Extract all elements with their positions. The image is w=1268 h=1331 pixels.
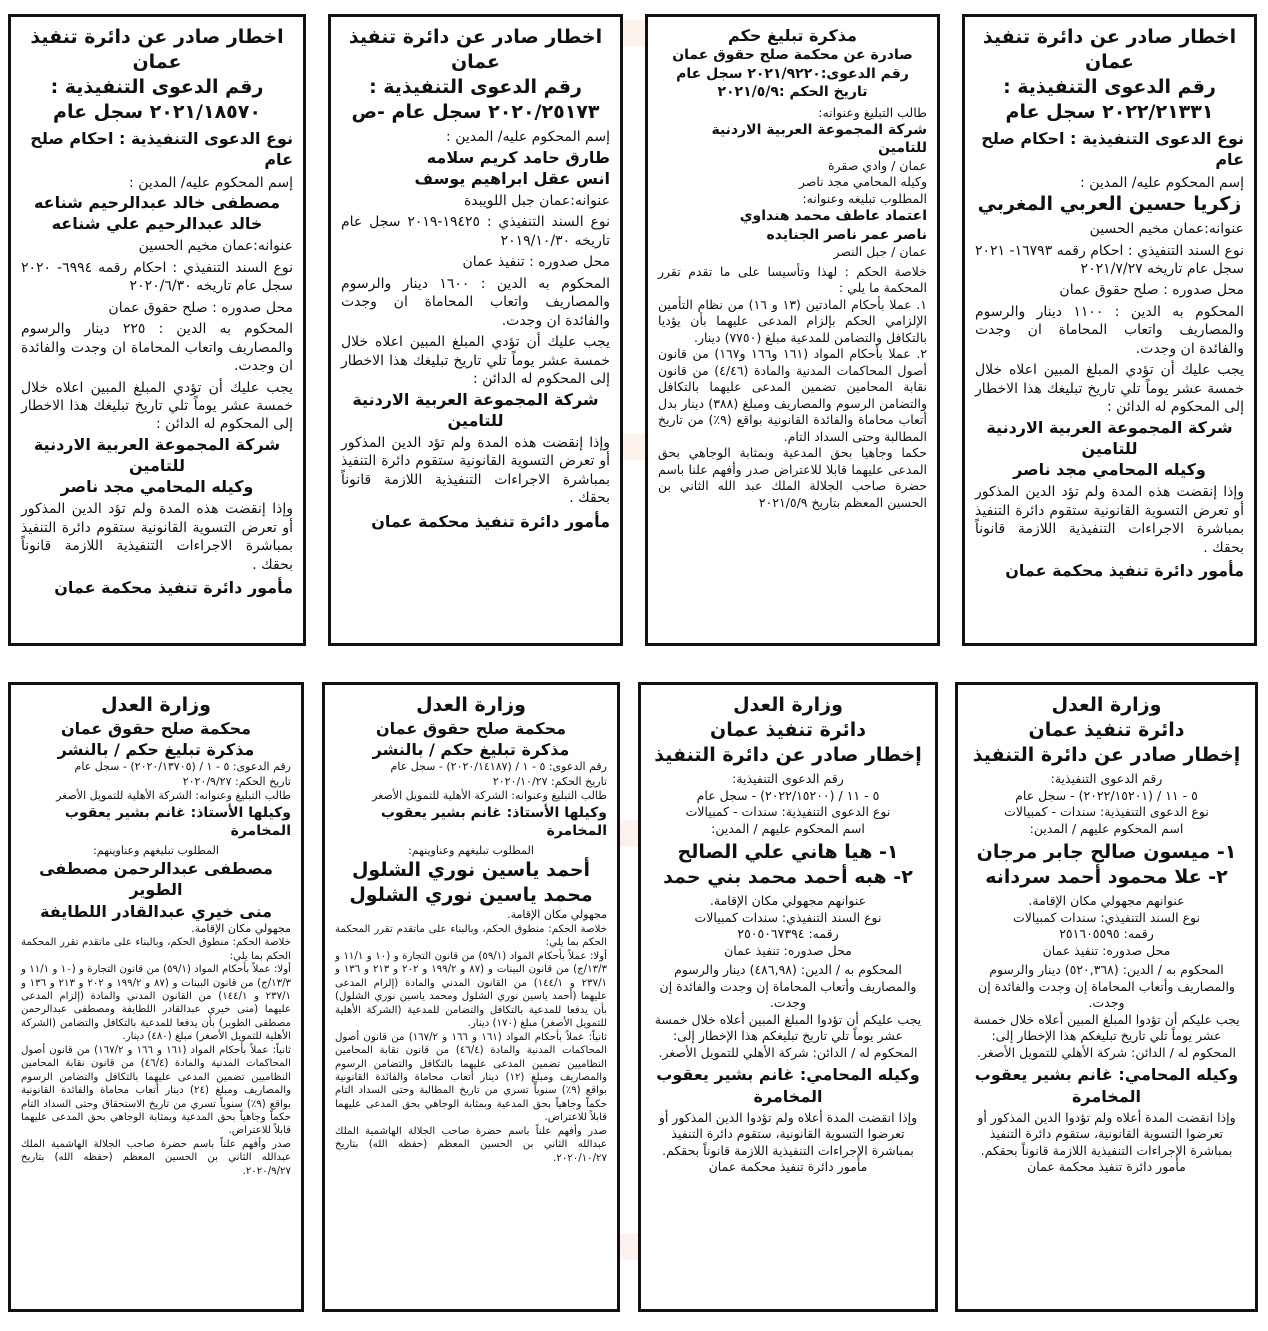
deed-info: نوع السند التنفيذي : احكام رقمه ٦٩٩٤- ٢٠٢٠ سجل عام تاريخه ٢٠٢٠/٦/٣٠	[21, 259, 293, 295]
judgment-item-1: ١. عملا بأحكام المادتين (١٣ و ١٦) من نظام التأمين الإلزامي الحكم بإلزام المدعى عليهما بأن يؤديا بالتكافل والتضامن للمدعية مبلغ (٧٧٥٠) دينار.	[658, 296, 927, 345]
judgment-summary: خلاصة الحكم : لهذا وتأسيسا على ما تقدم تقرر المحكمة ما يلي :	[658, 263, 927, 296]
target-address: عمان / جبل النصر	[833, 244, 927, 260]
notice-b4	[8, 682, 304, 1312]
notice-title: اخطار صادر عن دائرة تنفيذ عمان	[348, 26, 603, 74]
ministry: وزارة العدل	[1051, 694, 1162, 716]
warning-text: وإذا انقضت المدة أعلاه ولم تؤدوا الدين المذكور أو تعرضوا التسوية القانونية، ستقوم دائرة التنفيذ بمباشرة الإجراءات التنفيذية اللازمة قانوناً بحقكم.	[658, 1109, 918, 1158]
case-label: رقم الدعوى التنفيذية:	[732, 771, 844, 787]
case-type: نوع الدعوى التنفيذية : احكام صلح عام	[30, 129, 293, 170]
deed-type: نوع السند التنفيذي: سندات كمبيالات	[694, 909, 882, 925]
judgment-closing: صدر وأفهم علناً باسم حضرة صاحب الجلالة الهاشمية الملك عبدالله الثاني بن الحسين المعظم (حفظه الله) بتاريخ ٢٠٢٠/١٠/٢٧.	[335, 1125, 607, 1164]
court-name: محكمة صلح حقوق عمان	[60, 719, 252, 739]
judgment-item-2: ٢. عملا بأحكام المواد (١٦١ و١٦٦ و١٦٧) من قانون أصول المحاكمات المدنية والمادة (٤/٤٦) من قانون نقابة المحامين تضمين المدعى عليهما بالتكافل والتضامن الرسوم والمصاريف ومبلغ (٣٨٨) دينار بدل أتعاب محاماة والفائدة القانونية بواقع (٩٪) من تاريخ المطالبة وحتى السداد التام.	[658, 346, 928, 444]
court-name: محكمة صلح حقوق عمان	[375, 719, 567, 739]
amount: المحكوم به الدين : ٢٢٥ دينار والرسوم والمصاريف واتعاب المحاماة ان وجدت والفائدة ان وجدت.	[21, 321, 293, 375]
judgment-item-2: ثانياً: عملاً بأحكام المواد (١٦١ و ١٦٦ و ١٦٧/٢) من قانون أصول المحاكمات المدنية والمادة (٤٦/٤) من قانون نقابة المحامين النظاميين تضمين المدعى عليهما بالتكافل والتضامن الرسوم والمصاريف ومبلغ (١٢) دينار أتعاب محاماة والفائدة القانونية بواقع (٩٪) سنوياً تسري من تاريخ المطالبة وحتى السداد التام حكماً وجاهياً بحق المدعية وبمثابة الوجاهي بحق المدعى عليهما قابلاً للاعتراض.	[335, 1031, 607, 1124]
creditor-name: شركة المجموعة العربية الاردنية للتامين	[986, 417, 1233, 458]
notice-b1	[955, 682, 1258, 1312]
target-name-1: اعتماد عاطف محمد هنداوي	[739, 208, 927, 225]
case-number: رقم الدعوى: ٥ - ١ / (٢٠٢٠/١٣٧٠٥) - سجل عام	[74, 760, 291, 774]
notice-b3	[322, 682, 620, 1312]
lawyer-name: وكيله المحامي مجد ناصر	[1013, 459, 1206, 479]
target-name-1: مصطفى عبدالرحمن مصطفى الطوير	[39, 859, 273, 900]
debtor-address: عنوانه:عمان مخيم الحسين	[138, 238, 293, 255]
notice-title: مذكرة تبليغ حكم	[728, 26, 857, 45]
payment-instruction: يجب عليكم أن تؤدوا المبلغ المبين أعلاه خلال خمسة عشر يوماً تلي تاريخ تبليغكم هذا الإخطار إلى:	[654, 1011, 922, 1044]
judgment-date: تاريخ الحكم :٢٠٢١/٥/٩	[717, 84, 868, 101]
debtor-name-1: طارق حامد كريم سلامه	[426, 147, 610, 167]
deed-type: نوع السند التنفيذي: سندات كمبيالات	[1012, 909, 1200, 925]
warning-text: وإذا انقضت المدة أعلاه ولم تؤدوا الدين المذكور أو تعرضوا التسوية القانونية، ستقوم دائرة التنفيذ بمباشرة الإجراءات التنفيذية اللازمة قانوناً بحقكم.	[977, 1109, 1236, 1158]
judgment-item-2: ثانياً: عملاً بأحكام المواد (١٦١ و ١٦٦ و ١٦٧/٢) من قانون أصول المحاكمات المدنية والمادة (٤٦/٤) من قانون نقابة المحامين النظاميين تضمين المدعى عليهما بالتكافل والتضامن الرسوم والمصاريف ومبلغ (٢٤) دينار أتعاب محاماة والفائدة القانونية بواقع (٩٪) سنوياً تسري من تاريخ الاستحقاق وحتى السداد التام حكماً وجاهياً بحق المدعية وبمثابة الوجاهي بحق المدعى عليهما قابلاً للاعتراض.	[21, 1044, 291, 1137]
department: دائرة تنفيذ عمان	[709, 719, 867, 742]
payment-instruction: يجب عليكم أن تؤدوا المبلغ المبين أعلاه خلال خمسة عشر يوماً تلي تاريخ تبليغكم هذا الإخطار إلى:	[973, 1011, 1240, 1044]
case-number: ٢٠٢٠/٢٥١٧٣ سجل عام -ص	[351, 101, 600, 124]
case-number: رقم الدعوى: ٥ - ١ / (٢٠٢٠/١٤١٨٧) - سجل عام	[390, 760, 607, 774]
agent-name: وكيلها الأستاذ: غانم بشير يعقوب المخامرة	[380, 804, 607, 840]
requester: طالب التبليغ وعنوانه: الشركة الأهلية للتمويل الأصغر	[372, 789, 607, 803]
amount: المحكوم به / الدين: (٤٨٦,٩٨) دينار والرسوم والمصاريف وأتعاب المحاماة إن وجدت والفائدة إن وجدت.	[659, 962, 917, 1011]
department: دائرة تنفيذ عمان	[1028, 719, 1185, 742]
case-number: ٢٠٢١/١٨٥٧٠ سجل عام	[53, 101, 261, 124]
debtor-name-1: مصطفى خالد عبدالرحيم شناعه	[33, 193, 281, 212]
deed-info: نوع السند التنفيذي : احكام رقمه ١٦٧٩٣- ٢٠٢١ سجل عام تاريخه ٢٠٢١/٧/٢٧	[975, 242, 1244, 278]
target-address: مجهولي مكان الإقامة.	[191, 921, 291, 935]
case-number: رقم الدعوى:٢٠٢١/٩٢٢٠ سجل عام	[676, 65, 909, 82]
debtor-name-2: انس عقل ابراهيم يوسف	[414, 168, 610, 188]
lawyer-name: وكيله المحامي: غانم بشير يعقوب المخامرة	[974, 1065, 1239, 1106]
issuer: محل صدوره : تنفيذ عمان	[462, 254, 610, 271]
debtor-name: زكريا حسين العربي المغربي	[977, 193, 1242, 215]
deed-number: رقمه: ٢٥٠٥٠٦٧٣٩٤	[737, 926, 839, 942]
case-label: رقم الدعوى التنفيذية:	[1050, 771, 1163, 787]
notice-footer: مأمور دائرة تنفيذ محكمة عمان	[708, 1159, 868, 1175]
amount: المحكوم به الدين : ١١٠٠ دينار والرسوم والمصاريف واتعاب المحاماة ان وجدت والفائدة ان وجدت.	[975, 303, 1244, 357]
case-number: ٥ - ١١ / (٢٠٢٢/١٥٢٠١) - سجل عام	[1015, 787, 1198, 803]
target-name-1: أحمد ياسين نوري الشلول	[351, 859, 591, 882]
judgment-closing: حكما وجاهيا بحق المدعية وبمثابة الوجاهي بحق المدعى عليهما قابلا للاعتراض صدر وأفهم علنا باسم حضرة صاحب الجلالة الملك عبد الله الثاني بن الحسين المعظم بتاريخ ٢٠٢١/٥/٩	[658, 445, 927, 510]
targets-label: المطلوب تبليغهم وعناوينهم:	[93, 843, 219, 857]
debtor-name-2: خالد عبدالرحيم علي شناعه	[51, 214, 263, 234]
notice-n2	[645, 14, 940, 646]
case-number: ٥ - ١١ / (٢٠٢٢/١٥٢٠٠) - سجل عام	[696, 787, 880, 803]
debtor-name-1: ١- ميسون صالح جابر مرجان	[976, 841, 1237, 864]
debtor-name-2: ٢- علا محمود أحمد سردانه	[985, 866, 1228, 889]
lawyer-name: وكيله المحامي مجد ناصر	[60, 477, 254, 497]
requester-address: عمان / وادي صقرة	[827, 157, 927, 173]
agent-name: وكيله المحامي مجد ناصر	[798, 174, 927, 190]
case-number: ٢٠٢٢/٢١٣٣١ سجل عام	[1005, 101, 1214, 124]
target-address: مجهولي مكان الإقامة.	[507, 908, 607, 922]
notice-footer: مأمور دائرة تنفيذ محكمة عمان	[1005, 560, 1244, 580]
debtors-label: اسم المحكوم عليهم / المدين:	[1029, 820, 1184, 836]
notice-title: إخطار صادر عن دائرة التنفيذ	[972, 744, 1241, 767]
amount: المحكوم به الدين : ١٦٠٠ دينار والرسوم والمصاريف واتعاب المحاماة ان وجدت والفائدة ان وجدت.	[341, 275, 610, 329]
judgment-item-1: أولا: عملاً بأحكام المواد (٥٩/١) من قانون التجارة و (١٠ و ١١/١ و ١٣/٣/ج) من قانون البينات و (٨٧ و ١٩٩/٢ و ٢٠٢ و ٢١٣ و ١٣٦ و ٢٣٧/١ و ١٤٤/١) من القانون المدني والمادة (إلزام المدعى عليهما (أحمد ياسين نوري الشلول ومحمد ياسين نوري الشلول) بأن يدفعا للمدعية بالتكافل والتضامن للمدعية (الشركة الأهلية للتمويل الأصغر) مبلغ (١٧٠) دينار.	[335, 950, 607, 1030]
notice-footer: مأمور دائرة تنفيذ محكمة عمان	[1027, 1159, 1186, 1175]
debtor-address: عنوانهم مجهولي مكان الإقامة.	[709, 893, 867, 909]
case-label: رقم الدعوى التنفيذية :	[1003, 76, 1216, 99]
issuer: محل صدوره: تنفيذ عمان	[724, 942, 852, 958]
notice-b2	[638, 682, 938, 1312]
creditor-name: شركة المجموعة العربية الاردنية للتامين	[352, 389, 599, 430]
debtor-address: عنوانهم مجهولي مكان الإقامة.	[1028, 893, 1185, 909]
judgment-date: تاريخ الحكم: ٢٠٢٠/١٠/٢٧	[492, 774, 607, 788]
debtors-label: اسم المحكوم عليهم / المدين:	[711, 820, 865, 836]
debtor-label: إسم المحكوم عليه/ المدين :	[1080, 174, 1244, 191]
payment-instruction: يجب عليك أن تؤدي المبلغ المبين اعلاه خلال خمسة عشر يوماً تلي تاريخ تبليغك هذا الاخطار إلى المحكوم له الدائن :	[341, 334, 610, 388]
creditor: المحكوم له / الدائن: شركة الأهلي للتمويل الأصغر.	[658, 1044, 918, 1060]
judgment-closing: صدر وأفهم علناً باسم حضرة صاحب الجلالة الهاشمية الملك عبدالله الثاني بن الحسين المعظم (حفظه الله) بتاريخ ٢٠٢٠/٩/٢٧.	[21, 1138, 291, 1177]
creditor: المحكوم له / الدائن: شركة الأهلي للتمويل الأصغر.	[977, 1044, 1236, 1060]
ministry: وزارة العدل	[733, 694, 843, 716]
payment-instruction: يجب عليك أن تؤدي المبلغ المبين اعلاه خلال خمسة عشر يوماً تلي تاريخ تبليغك هذا الاخطار إلى المحكوم له الدائن :	[21, 379, 293, 433]
ministry: وزارة العدل	[416, 694, 526, 716]
target-name-2: محمد ياسين نوري الشلول	[349, 884, 593, 907]
issuer: محل صدوره: تنفيذ عمان	[1042, 942, 1171, 958]
notice-title: اخطار صادر عن دائرة تنفيذ عمان	[30, 26, 284, 74]
deed-number: رقمه: ٢٥١٦٠٥٥٩٥	[1059, 926, 1154, 942]
judgment-summary: خلاصة الحكم: منطوق الحكم، وبالبناء على ماتقدم تقرر المحكمة الحكم بما يلي:	[335, 923, 607, 949]
amount: المحكوم به / الدين: (٥٢٠,٣٦٨) دينار والرسوم والمصاريف وأتعاب المحاماة إن وجدت والفائدة إن وجدت.	[978, 962, 1235, 1011]
issuer: محل صدوره : صلح حقوق عمان	[1059, 282, 1244, 299]
agent-name: وكيلها الأستاذ: غانم بشير يعقوب المخامرة	[64, 804, 291, 840]
case-label: رقم الدعوى التنفيذية :	[369, 76, 582, 99]
debtor-name-2: ٢- هبه أحمد محمد بني حمد	[663, 866, 913, 889]
deed-info: نوع السند التنفيذي : ١٩٤٢٥-٢٠١٩ سجل عام تاريخه ٢٠١٩/١٠/٣٠	[341, 214, 610, 249]
payment-instruction: يجب عليك أن تؤدي المبلغ المبين اعلاه خلال خمسة عشر يوماً تلي تاريخ تبليغك هذا الاخطار إلى المحكوم له الدائن :	[975, 362, 1244, 416]
judgment-date: تاريخ الحكم: ٢٠٢٠/٩/٢٧	[182, 774, 291, 788]
requester-name: شركة المجموعة العربية الاردنية للتامين	[711, 122, 927, 157]
target-name-2: ناصر عمر ناصر الجنايده	[766, 226, 927, 243]
target-name-2: منى خيري عبدالقادر اللطايفة	[40, 901, 272, 921]
requester: طالب التبليغ وعنوانه: الشركة الأهلية للتمويل الأصغر	[56, 789, 291, 803]
warning-text: وإذا إنقضت هذه المدة ولم تؤد الدين المذكور أو تعرض التسوية القانونية ستقوم دائرة التنفيذ بمباشرة الاجراءات التنفيذية اللازمة قانوناً بحقك .	[341, 434, 610, 507]
notice-footer: مأمور دائرة تنفيذ محكمة عمان	[54, 578, 293, 598]
debtor-label: إسم المحكوم عليه/ المدين :	[129, 174, 293, 191]
warning-text: وإذا إنقضت هذه المدة ولم تؤد الدين المذكور أو تعرض التسوية القانونية ستقوم دائرة التنفيذ بمباشرة الاجراءات التنفيذية اللازمة قانوناً بحقك .	[21, 501, 293, 573]
case-type: نوع الدعوى التنفيذية: سندات - كمبيالات	[685, 804, 891, 820]
requester-label: طالب التبليغ وعنوانه:	[818, 104, 927, 120]
notice-n1	[962, 14, 1257, 646]
notice-footer: مأمور دائرة تنفيذ محكمة عمان	[371, 511, 610, 531]
case-type: نوع الدعوى التنفيذية: سندات - كمبيالات	[1004, 804, 1209, 820]
target-label: المطلوب تبليغه وعنوانه:	[802, 190, 927, 206]
judgment-summary: خلاصة الحكم: منطوق الحكم، وبالبناء على ماتقدم تقرر المحكمة الحكم بما يلي:	[21, 937, 291, 962]
notice-n3	[328, 14, 623, 646]
warning-text: وإذا إنقضت هذه المدة ولم تؤد الدين المذكور أو تعرض التسوية القانونية ستقوم دائرة التنفيذ بمباشرة الاجراءات التنفيذية اللازمة قانوناً بحقك .	[975, 484, 1244, 556]
debtor-name-1: ١- هيا هاني علي الصالح	[677, 841, 899, 864]
case-label: رقم الدعوى التنفيذية :	[50, 76, 264, 99]
ministry: وزارة العدل	[101, 694, 211, 716]
issuer: محل صدوره : صلح حقوق عمان	[108, 299, 293, 316]
debtor-label: إسم المحكوم عليه/ المدين :	[446, 129, 610, 146]
notice-subtitle: صادرة عن محكمة صلح حقوق عمان	[672, 47, 913, 64]
debtor-address: عنوانه:عمان مخيم الحسين	[1089, 221, 1244, 238]
notice-title: إخطار صادر عن دائرة التنفيذ	[654, 744, 922, 767]
judgment-item-1: أولا: عملاً بأحكام المواد (٥٩/١) من قانون التجارة و (١٠ و ١١/١ و ١٣/٣/ج) من قانون البينات و (٨٧ و ١٩٩/٢ و ٢٠٢ و ٢١٣ و ١٣٦ و ٢٣٧/١ و ١٤٤/١) من القانون المدني والمادة (إلزام المدعى عليهما (منى خيري عبدالقادر اللطايفة ومصطفى عبدالرحمن مصطفى الطوير) بأن يدفعا للمدعية بالتكافل والتضامن (الشركة الأهلية للتمويل الأصغر) مبلغ (٤٨٠) دينار.	[21, 964, 291, 1043]
notice-n4	[8, 14, 306, 646]
lawyer-name: وكيله المحامي: غانم بشير يعقوب المخامرة	[656, 1065, 920, 1106]
creditor-name: شركة المجموعة العربية الاردنية للتامين	[33, 434, 281, 476]
notice-title: مذكرة تبليغ حكم / بالنشر	[57, 740, 255, 760]
case-type: نوع الدعوى التنفيذية : احكام صلح عام	[981, 129, 1244, 170]
debtor-address: عنوانه:عمان جبل اللويبدة	[463, 193, 610, 209]
notice-title: مذكرة تبليغ حكم / بالنشر	[372, 740, 570, 760]
notice-title: اخطار صادر عن دائرة تنفيذ عمان	[982, 26, 1237, 74]
targets-label: المطلوب تبليغهم وعناوينهم:	[408, 843, 534, 857]
